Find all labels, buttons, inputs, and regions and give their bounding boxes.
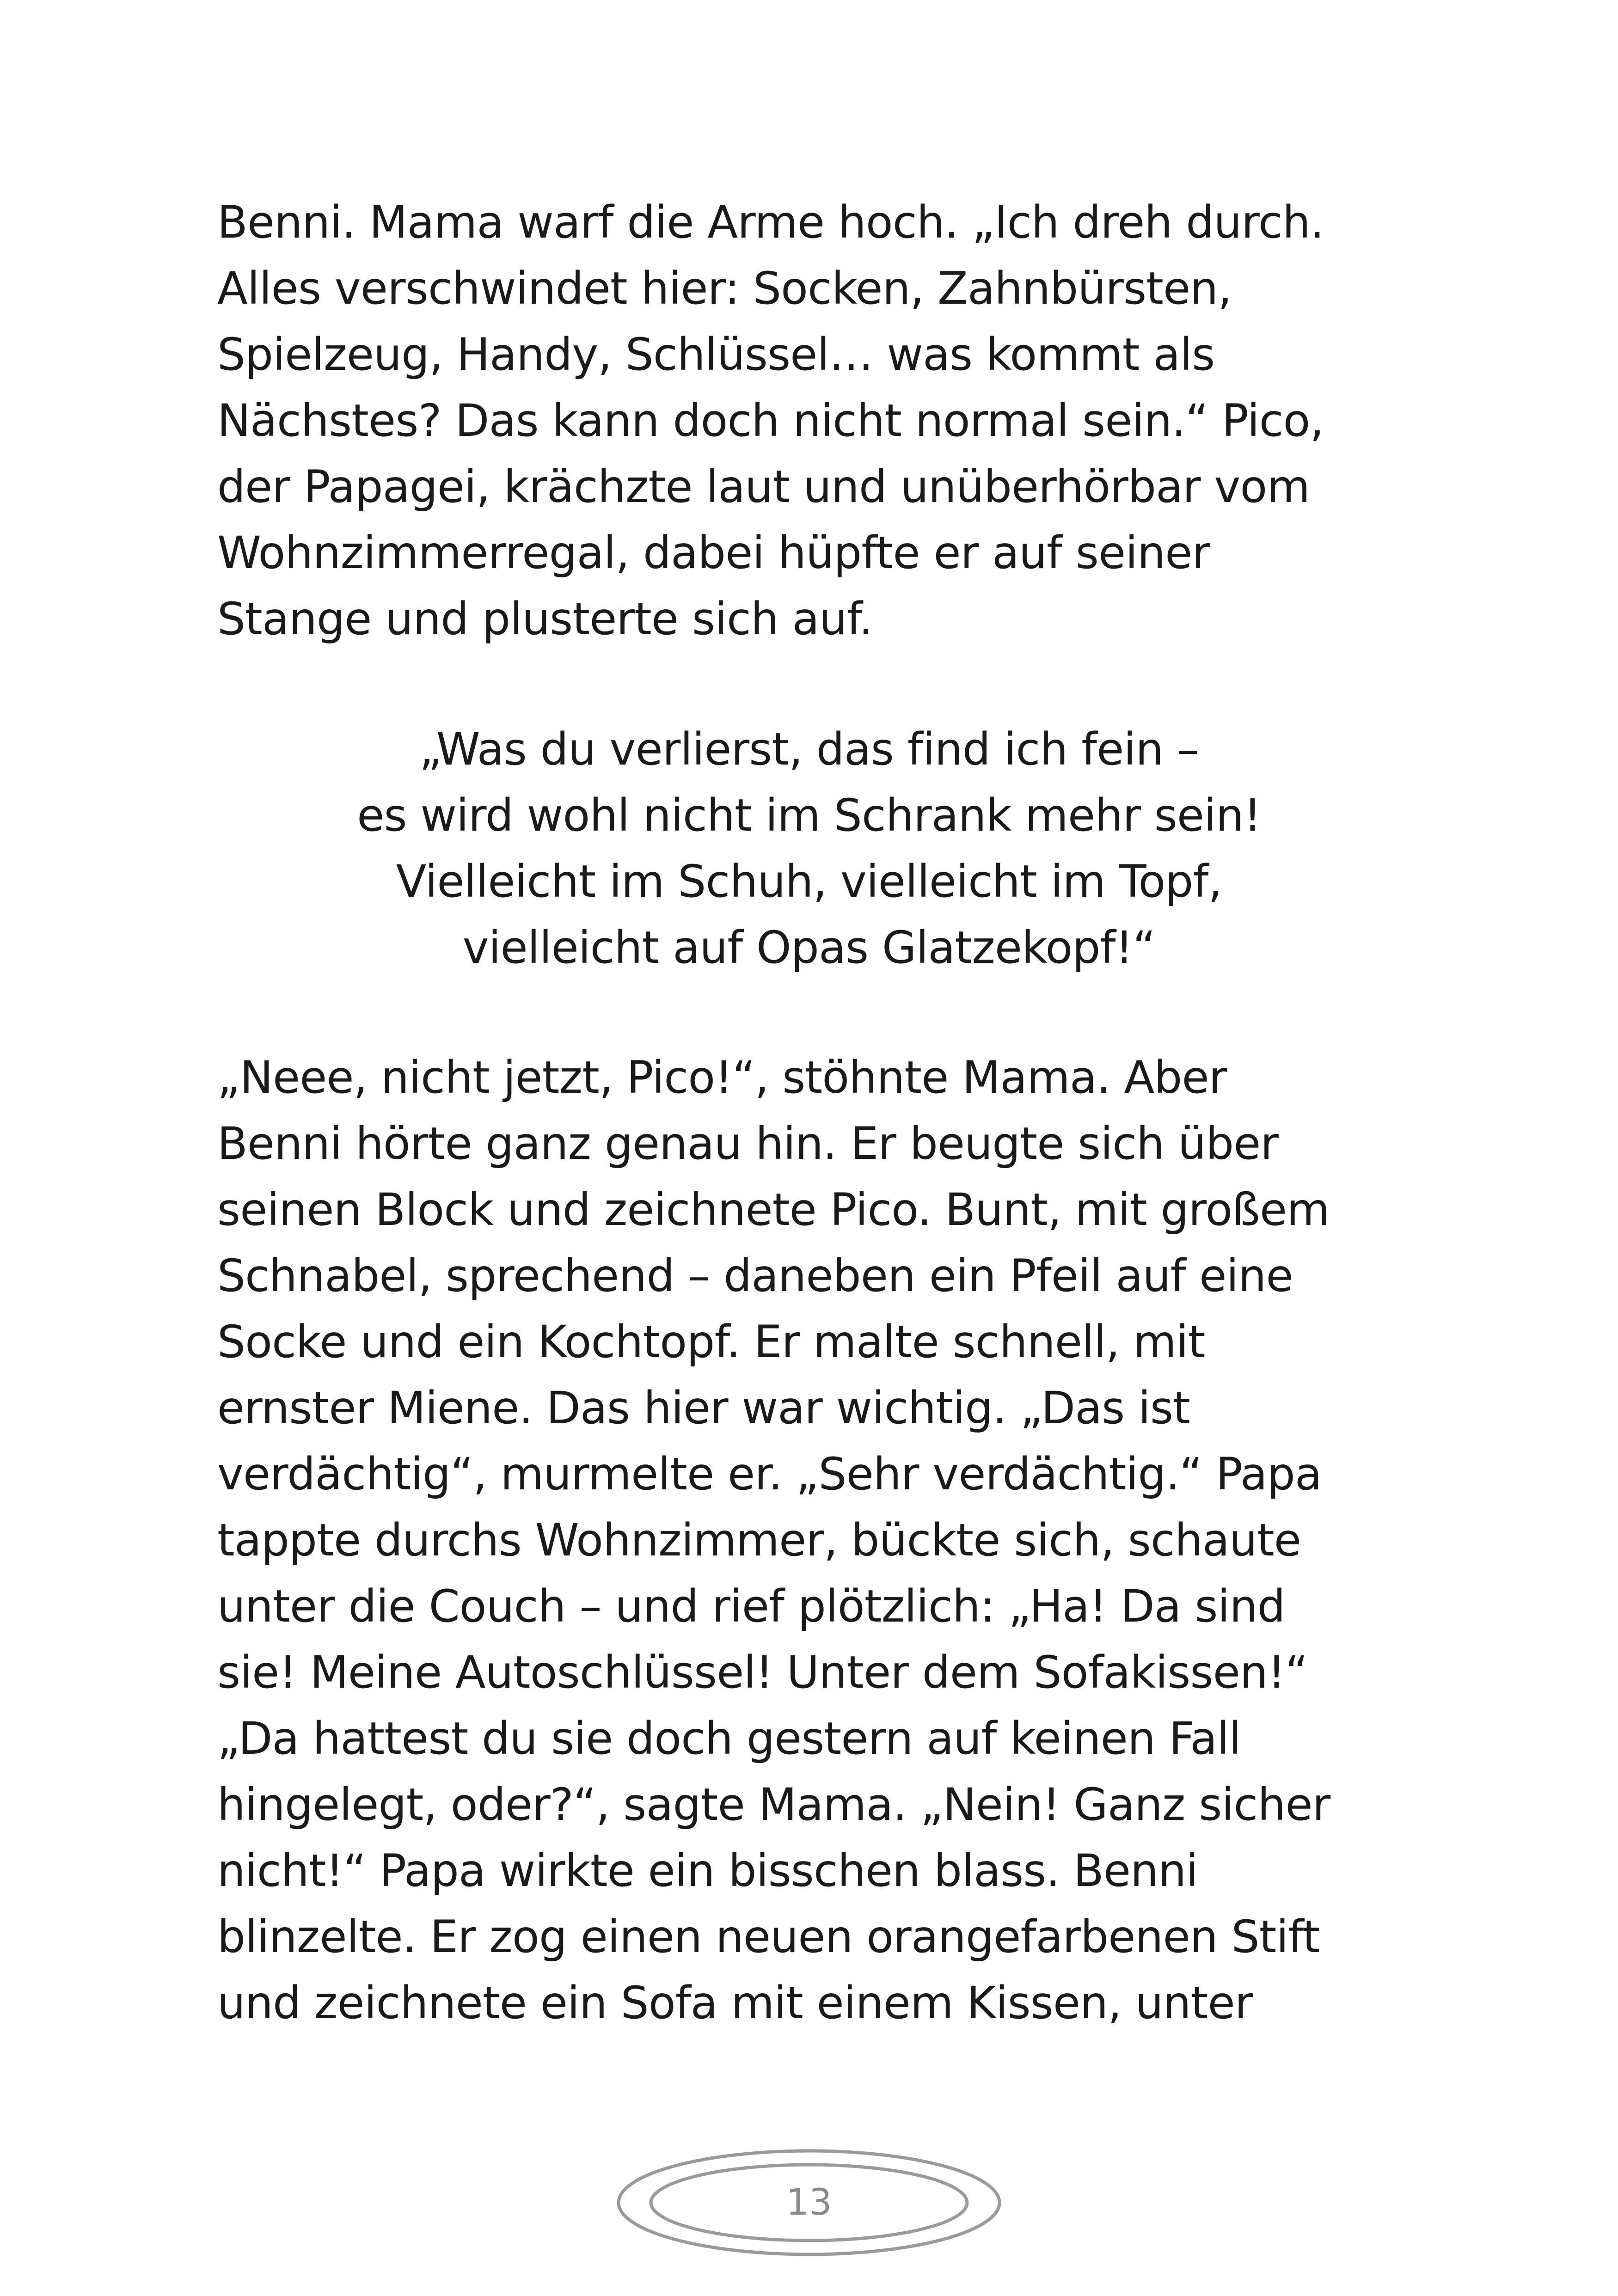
page-number-ornament	[615, 2147, 1003, 2258]
paragraph-1	[217, 190, 1419, 652]
text-line: Benni hörte ganz genau hin. Er beugte sich über	[217, 1118, 1279, 1169]
text-line: nicht!“ Papa wirkte ein bisschen blass. Benni	[217, 1845, 1198, 1897]
verse-line: vielleicht auf Opas Glatzekopf!“	[462, 922, 1156, 974]
verse-line: Vielleicht im Schuh, vielleicht im Topf,	[396, 856, 1222, 907]
text-line: ernster Miene. Das hier war wichtig. „Das ist	[217, 1382, 1190, 1434]
text-line: und zeichnete ein Sofa mit einem Kissen, unter	[217, 1977, 1253, 2029]
text-line: Wohnzimmerregal, dabei hüpfte er auf seiner	[217, 527, 1210, 579]
paragraph-2	[217, 1045, 1419, 2036]
text-line: „Neee, nicht jetzt, Pico!“, stöhnte Mama. Aber	[217, 1052, 1227, 1103]
verse-line: es wird wohl nicht im Schrank mehr sein!	[357, 790, 1261, 841]
text-line: Schnabel, sprechend – daneben ein Pfeil auf eine	[217, 1250, 1293, 1302]
text-line: „Da hattest du sie doch gestern auf keinen Fall	[217, 1713, 1241, 1764]
text-line: Alles verschwindet hier: Socken, Zahnbürsten,	[217, 263, 1232, 314]
text-line: unter die Couch – und rief plötzlich: „Ha! Da sind	[217, 1580, 1285, 1632]
text-line: Spielzeug, Handy, Schlüssel… was kommt als	[217, 329, 1215, 380]
text-line: blinzelte. Er zog einen neuen orangefarbenen Stift	[217, 1911, 1320, 1963]
text-line: Benni. Mama warf die Arme hoch. „Ich dreh durch.	[217, 196, 1324, 248]
text-line: hingelegt, oder?“, sagte Mama. „Nein! Ganz sicher	[217, 1779, 1330, 1831]
verse-line: „Was du verlierst, das find ich fein –	[419, 723, 1199, 775]
text-line: sie! Meine Autoschlüssel! Unter dem Sofakissen!“	[217, 1647, 1308, 1698]
page-number: 13	[786, 2182, 832, 2223]
text-line: Socke und ein Kochtopf. Er malte schnell, mit	[217, 1316, 1205, 1368]
text-line: Nächstes? Das kann doch nicht normal sein.“ Pico,	[217, 395, 1324, 447]
text-line: tappte durchs Wohnzimmer, bückte sich, schaute	[217, 1514, 1301, 1566]
text-line: Stange und plusterte sich auf.	[217, 593, 873, 645]
text-line: seinen Block und zeichnete Pico. Bunt, mit großem	[217, 1184, 1330, 1236]
text-line: der Papagei, krächzte laut und unüberhörbar vom	[217, 461, 1310, 513]
parrot-verse	[0, 716, 1618, 981]
text-line: verdächtig“, murmelte er. „Sehr verdächtig.“ Papa	[217, 1448, 1322, 1500]
